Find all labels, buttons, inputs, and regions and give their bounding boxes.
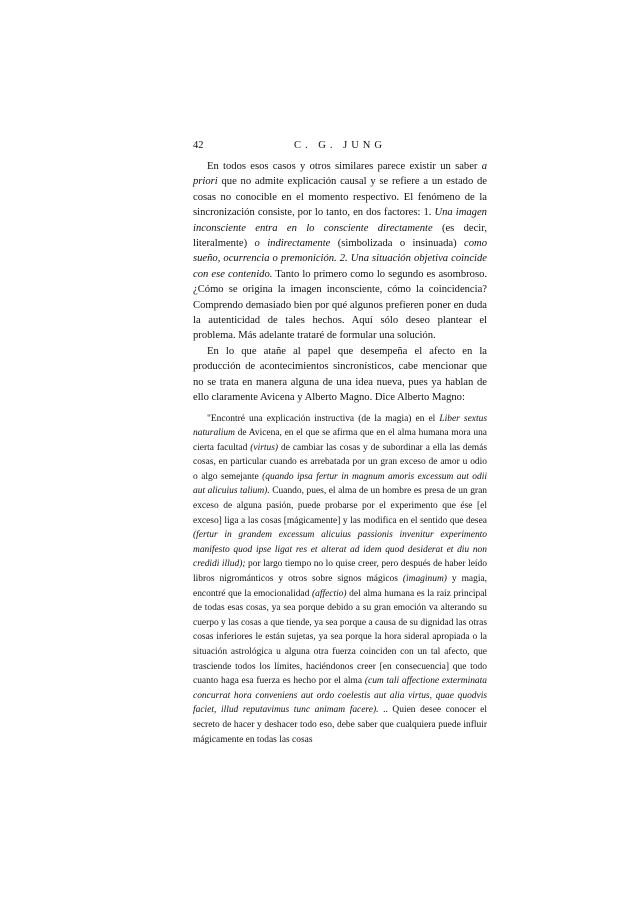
paragraph-1-italic-1: a priori [193, 161, 487, 188]
quote-text-8: .. Quien desee conocer el secreto de hacer y deshacer todo eso, debe saber que cualquiera puede influir mágicamente en todas las cosas [193, 705, 487, 745]
quote-italic-6: (affectio) [311, 588, 347, 599]
paragraph-1 [193, 159, 487, 344]
quote-italic-2: (virtus) [250, 442, 279, 453]
page-number: 42 [193, 140, 204, 151]
paragraph-1-text-1: En todos esos casos y otros similares parece existir un saber [207, 161, 482, 172]
quote-text-7: del alma humana es la raíz principal de todas esas cosas, ya sea porque debido a su gran emoción va alterando su cuerpo y las cosas a que tiende, ya sea porque a causa de su dignidad las otras cosas inferiores le están sujetas, ya sea porque la hora sideral apropiada o la situación astrológica u alguna otra fuerza coinciden con un tal afecto, que trasciende todos los límites, haciéndonos creer [en consecuencia] que todo cuanto haga esa fuerza es hecho por el alma [193, 588, 488, 687]
paragraph-1-text-3: (es decir, literalmente) [193, 222, 487, 250]
running-head-author: C. G. JUNG [294, 140, 386, 151]
quote-text-2: de Avicena, en el que se afirma que en el alma humana mora una cierta facultad [193, 428, 487, 453]
paragraph-1-italic-2: Una imagen inconsciente entra en lo consciente directamente [193, 207, 487, 234]
paragraph-1-italic-4: como sueño, ocurrencia o premonición. 2. Una situación objetiva coincide con ese contenido. [193, 238, 487, 280]
paragraph-2: En lo que atañe al papel que desempeña el afecto en la producción de acontecimientos sincronísticos, cabe mencionar que no se trata en manera alguna de una idea nueva, pues ya hablan de ello claramente Avicena y Alberto Magno. Dice Alberto Magno: [193, 345, 487, 404]
quote-italic-4: (fertur in grandem excessum alicuius passionis invenitur experimento manifesto quod ipse ligat res et alterat ad idem quod desiderat et diu non credidi illud); [193, 530, 487, 570]
main-text [193, 159, 487, 406]
quote-paragraph [193, 412, 487, 748]
paragraph-1-text-2: que no admite explicación causal y se refiere a un estado de cosas no conocible en el momento respectivo. El fenómeno de la sincronización consiste, por lo tanto, en dos factores: 1. [193, 176, 487, 219]
running-head [193, 138, 487, 154]
book-page [193, 138, 487, 747]
quote-italic-3: (quando ipsa fertur in magnum amoris excessum aut odii aut alicuius talium). [193, 471, 487, 497]
quote-text-5: por largo tiempo no lo quise creer, pero después de haber leído libros nigrománticos y otros sobre signos mágicos [193, 559, 487, 585]
paragraph-1-text-4: (simbolizada o insinuada) [330, 238, 465, 250]
quote-text-6: y magia, encontré que la emocionalidad [193, 574, 487, 599]
quote-text-4: Cuando, pues, el alma de un hombre es presa de un gran exceso de alguna pasión, puede probarse por el experimento que ése [el exceso] liga a las cosas [mágicamente] y las modifica en el sentido que desea [193, 486, 487, 526]
quote-italic-7: (cum tali affectione exterminata concurrat hora conveniens aut ordo coelestis aut alia virtus, quae quodvis faciet, illud reputavimus tunc animam facere). [193, 676, 487, 716]
paragraph-1-italic-3: o indirectamente [254, 238, 331, 250]
paragraph-1-text-5: Tanto lo primero como lo segundo es asombroso. ¿Cómo se origina la imagen inconsciente, cómo la coincidencia? Comprendo demasiado bien por qué algunos prefieren poner en duda la autenticidad de tales hechos. Aquí sólo deseo plantear el problema. Más adelante trataré de formular una solución. [193, 268, 488, 342]
quote-italic-1: Liber sextus naturalium [193, 413, 487, 439]
quote-text-3: de cambiar las cosas y de subordinar a ella las demás cosas, en particular cuando es arrebatada por un gran exceso de amor u odio o algo semejante [193, 442, 487, 482]
quote-text-1: "Encontré una explicación instructiva (de la magia) en el [207, 413, 440, 424]
quote-italic-5: (imaginum) [402, 574, 447, 585]
block-quote [193, 412, 487, 748]
